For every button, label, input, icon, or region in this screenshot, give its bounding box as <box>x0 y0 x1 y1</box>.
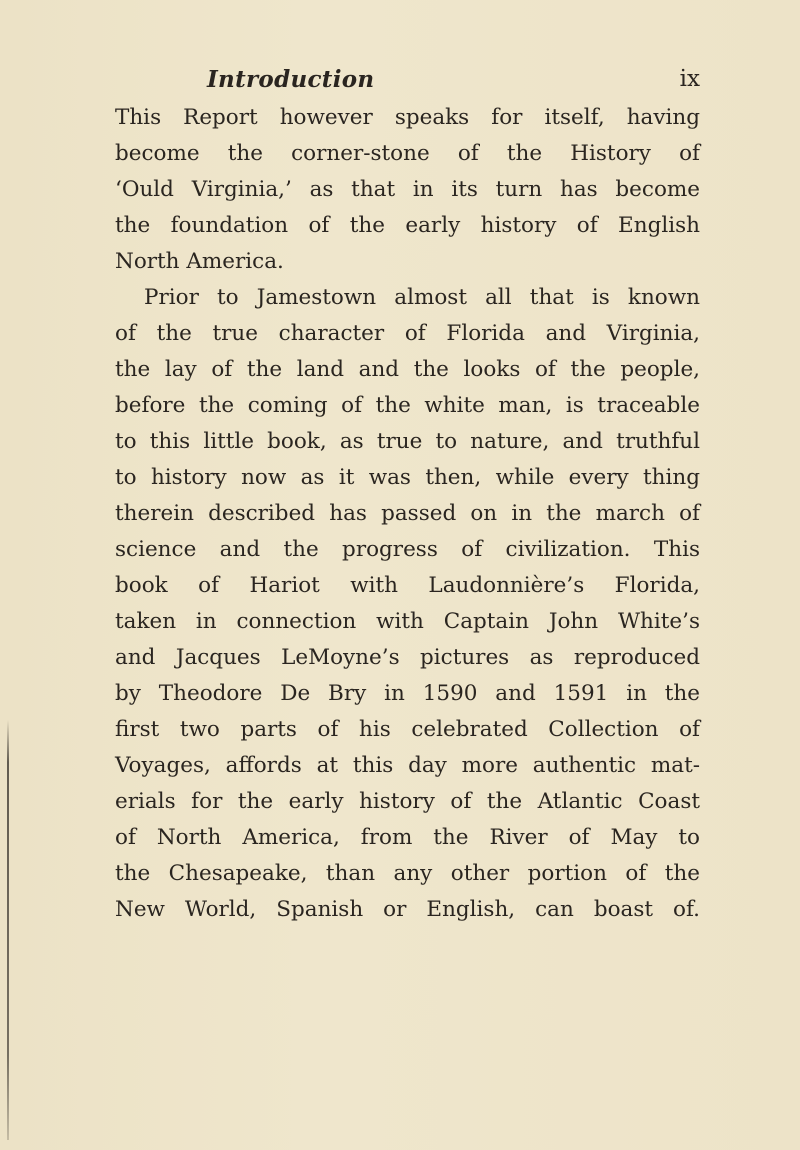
text-line: science and the progress of civilization. This <box>115 537 700 562</box>
text-line: first two parts of his celebrated Collection of <box>115 717 700 742</box>
text-line: book of Hariot with Laudonnière’s Florida, <box>115 573 700 598</box>
paragraph-1 <box>115 100 700 280</box>
text-line: of North America, from the River of May to <box>115 825 700 850</box>
text-line: by Theodore De Bry in 1590 and 1591 in the <box>115 681 700 706</box>
text-line: the lay of the land and the looks of the people, <box>115 357 700 382</box>
text-line: become the corner-stone of the History of <box>115 141 700 166</box>
text-line: ‘Ould Virginia,’ as that in its turn has become <box>115 177 700 202</box>
text-line: Voyages, affords at this day more authentic mat- <box>115 753 700 778</box>
page-header <box>115 60 700 100</box>
text-line: before the coming of the white man, is traceable <box>115 393 700 418</box>
text-line: North America. <box>115 249 284 274</box>
page-edge-shadow <box>7 720 9 1140</box>
page-number: ix <box>679 66 700 92</box>
text-line: the Chesapeake, than any other portion of the <box>115 861 700 886</box>
text-line: Prior to Jamestown almost all that is known <box>144 285 700 310</box>
text-line: This Report however speaks for itself, having <box>115 105 700 130</box>
text-line: taken in connection with Captain John White’s <box>115 609 700 634</box>
paragraph-2 <box>115 280 700 928</box>
body-text <box>115 100 700 928</box>
text-line: of the true character of Florida and Virginia, <box>115 321 700 346</box>
text-line: the foundation of the early history of English <box>115 213 700 238</box>
text-line: and Jacques LeMoyne’s pictures as reproduced <box>115 645 700 670</box>
text-line: to this little book, as true to nature, and truthful <box>115 429 700 454</box>
running-title: Introduction <box>207 66 375 93</box>
text-line: to history now as it was then, while every thing <box>115 465 700 490</box>
text-line: New World, Spanish or English, can boast of. <box>115 897 700 922</box>
text-line: erials for the early history of the Atlantic Coast <box>115 789 700 814</box>
text-line: therein described has passed on in the march of <box>115 501 700 526</box>
